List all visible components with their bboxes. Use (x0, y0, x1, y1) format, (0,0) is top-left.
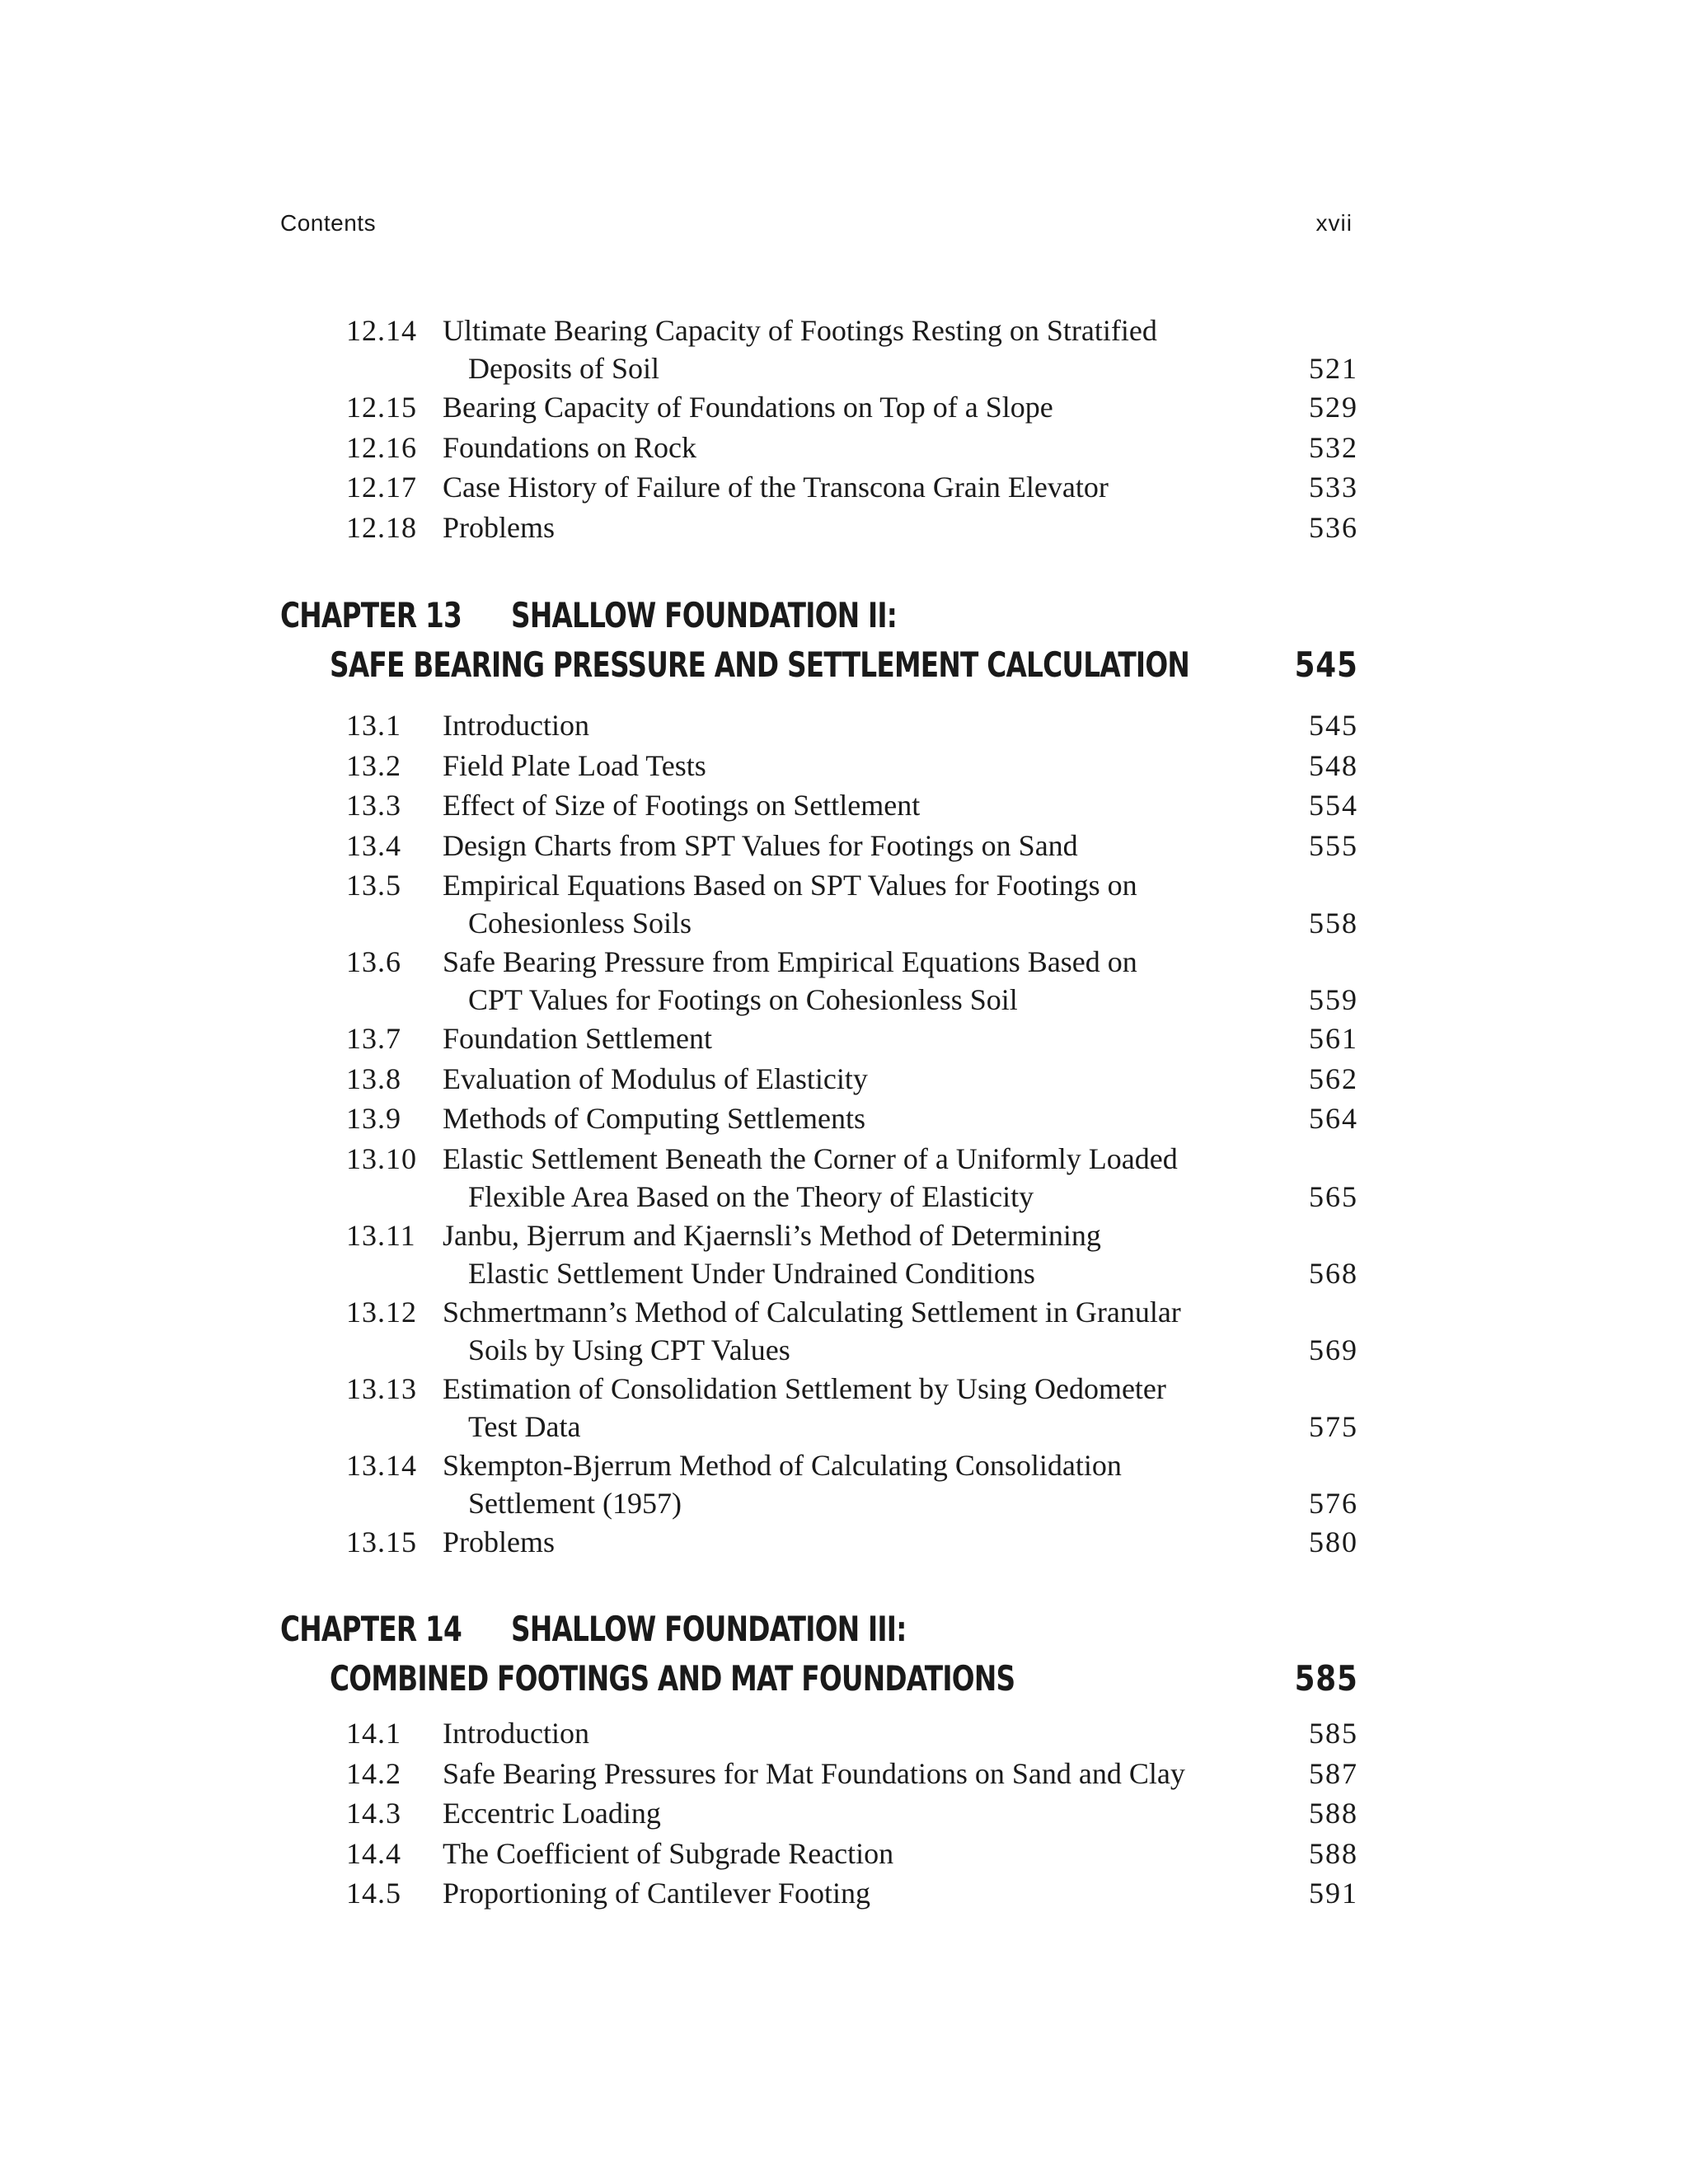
section-title (443, 509, 1267, 546)
section-title-line1: Bearing Capacity of Foundations on Top of a Slope (443, 391, 1053, 424)
section-number: 13.3 (346, 789, 401, 822)
section-number: 12.17 (346, 471, 417, 504)
section-title (443, 1755, 1267, 1793)
section-title-line2: Flexible Area Based on the Theory of Elasticity (468, 1179, 1034, 1213)
section-title-line1: The Coefficient of Subgrade Reaction (443, 1836, 894, 1870)
section-page-number: 591 (1309, 1877, 1358, 1910)
chapter-14-page: 585 (1294, 1658, 1358, 1699)
section-number: 14.4 (346, 1836, 401, 1870)
section-page-number: 585 (1309, 1717, 1358, 1750)
chapter-13-title-line2: SAFE BEARING PRESSURE AND SETTLEMENT CALCULATION (330, 644, 1190, 685)
section-page-number: 558 (1309, 907, 1358, 940)
section-number: 13.13 (346, 1371, 417, 1405)
section-title-line2: Settlement (1957) (468, 1486, 682, 1520)
section-title-line1: Foundation Settlement (443, 1022, 712, 1055)
chapter-13-label: CHAPTER 13 (280, 595, 462, 635)
section-title-line1: Eccentric Loading (443, 1797, 661, 1830)
section-title (443, 827, 1267, 865)
section-title (443, 1060, 1267, 1098)
section-page-number: 521 (1309, 352, 1358, 385)
section-page-number: 564 (1309, 1102, 1358, 1135)
section-number: 13.1 (346, 709, 401, 742)
section-title-line1: Methods of Computing Settlements (443, 1102, 865, 1135)
section-number: 13.10 (346, 1141, 417, 1175)
chapter-13-page: 545 (1294, 644, 1358, 685)
section-page-number: 575 (1309, 1409, 1358, 1443)
section-page-number: 588 (1309, 1836, 1358, 1870)
section-title-line2: Cohesionless Soils (468, 907, 692, 940)
section-page-number: 532 (1309, 430, 1358, 464)
section-page-number: 576 (1309, 1486, 1358, 1520)
section-title (443, 747, 1267, 785)
section-title-line1: Problems (443, 510, 556, 544)
section-title (443, 388, 1267, 426)
section-number: 12.14 (346, 314, 417, 347)
section-title-line1: Problems (443, 1525, 556, 1558)
section-number: 13.2 (346, 748, 401, 782)
section-number: 13.14 (346, 1448, 417, 1482)
section-page-number: 554 (1309, 789, 1358, 822)
section-title-line1: Janbu, Bjerrum and Kjaernsli’s Method of Determining (443, 1218, 1101, 1252)
section-title-line1: Ultimate Bearing Capacity of Footings Resting on Stratified (443, 314, 1157, 347)
section-page-number: 561 (1309, 1022, 1358, 1055)
section-number: 13.8 (346, 1062, 401, 1095)
section-title-line1: Proportioning of Cantilever Footing (443, 1877, 870, 1910)
section-number: 14.2 (346, 1756, 401, 1790)
section-title-line1: Case History of Failure of the Transcona Grain Elevator (443, 471, 1109, 504)
section-number: 13.15 (346, 1525, 417, 1558)
section-title (443, 1794, 1267, 1832)
section-number: 14.3 (346, 1797, 401, 1830)
section-title (443, 866, 1267, 942)
section-title-line1: Safe Bearing Pressure from Empirical Equations Based on (443, 945, 1137, 978)
section-page-number: 555 (1309, 828, 1358, 862)
section-title-line1: Estimation of Consolidation Settlement by Using Oedometer (443, 1371, 1166, 1405)
section-title-line1: Safe Bearing Pressures for Mat Foundations on Sand and Clay (443, 1756, 1185, 1790)
section-title (443, 1019, 1267, 1057)
section-title-line2: Soils by Using CPT Values (468, 1333, 790, 1366)
section-title-line2: Elastic Settlement Under Undrained Conditions (468, 1256, 1035, 1290)
page-number: xvii (1315, 210, 1353, 236)
section-title-line1: Foundations on Rock (443, 430, 697, 464)
section-title (443, 1835, 1267, 1872)
chapter-14-label: CHAPTER 14 (280, 1609, 462, 1649)
section-title (443, 1446, 1267, 1522)
section-title-line1: Introduction (443, 709, 589, 742)
section-number: 13.7 (346, 1022, 401, 1055)
section-title (443, 1714, 1267, 1752)
section-title (443, 429, 1267, 466)
section-number: 14.1 (346, 1717, 401, 1750)
section-number: 12.15 (346, 391, 417, 424)
section-title-line1: Field Plate Load Tests (443, 748, 706, 782)
section-number: 13.6 (346, 945, 401, 978)
section-page-number: 562 (1309, 1062, 1358, 1095)
section-page-number: 565 (1309, 1179, 1358, 1213)
section-page-number: 568 (1309, 1256, 1358, 1290)
section-title (443, 1293, 1267, 1369)
chapter-13-title-line1: SHALLOW FOUNDATION II: (511, 595, 898, 635)
section-title (443, 312, 1267, 387)
chapter-14-title-line2: COMBINED FOOTINGS AND MAT FOUNDATIONS (330, 1658, 1015, 1699)
section-title (443, 1370, 1267, 1446)
section-number: 14.5 (346, 1877, 401, 1910)
section-number: 13.5 (346, 869, 401, 902)
section-title (443, 1216, 1267, 1292)
section-title (443, 943, 1267, 1019)
section-title (443, 786, 1267, 824)
section-title (443, 1099, 1267, 1137)
section-title-line1: Effect of Size of Footings on Settlement (443, 789, 921, 822)
section-number: 13.12 (346, 1295, 417, 1329)
section-page-number: 559 (1309, 983, 1358, 1016)
section-title-line1: Empirical Equations Based on SPT Values for Footings on (443, 869, 1137, 902)
section-page-number: 548 (1309, 748, 1358, 782)
section-title-line1: Skempton-Bjerrum Method of Calculating Consolidation (443, 1448, 1122, 1482)
section-title-line1: Schmertmann’s Method of Calculating Settlement in Granular (443, 1295, 1181, 1329)
section-title-line1: Introduction (443, 1717, 589, 1750)
section-page-number: 533 (1309, 471, 1358, 504)
section-title-line1: Evaluation of Modulus of Elasticity (443, 1062, 868, 1095)
section-number: 13.9 (346, 1102, 401, 1135)
chapter-14-title-line1: SHALLOW FOUNDATION III: (511, 1609, 907, 1649)
section-title (443, 706, 1267, 744)
section-title (443, 1874, 1267, 1912)
section-title-line2: CPT Values for Footings on Cohesionless Soil (468, 983, 1018, 1016)
section-page-number: 569 (1309, 1333, 1358, 1366)
section-title-line2: Test Data (468, 1409, 581, 1443)
section-page-number: 529 (1309, 391, 1358, 424)
section-page-number: 545 (1309, 709, 1358, 742)
section-number: 12.18 (346, 510, 417, 544)
section-title-line1: Elastic Settlement Beneath the Corner of a Uniformly Loaded (443, 1141, 1178, 1175)
section-title-line1: Design Charts from SPT Values for Footings on Sand (443, 828, 1078, 862)
running-header-title: Contents (280, 210, 377, 236)
section-title (443, 1523, 1267, 1561)
section-page-number: 580 (1309, 1525, 1358, 1558)
section-page-number: 536 (1309, 510, 1358, 544)
section-title (443, 468, 1267, 506)
section-number: 13.4 (346, 828, 401, 862)
section-title (443, 1140, 1267, 1216)
section-number: 12.16 (346, 430, 417, 464)
section-page-number: 588 (1309, 1797, 1358, 1830)
section-page-number: 587 (1309, 1756, 1358, 1790)
section-title-line2: Deposits of Soil (468, 352, 660, 385)
section-number: 13.11 (346, 1218, 416, 1252)
